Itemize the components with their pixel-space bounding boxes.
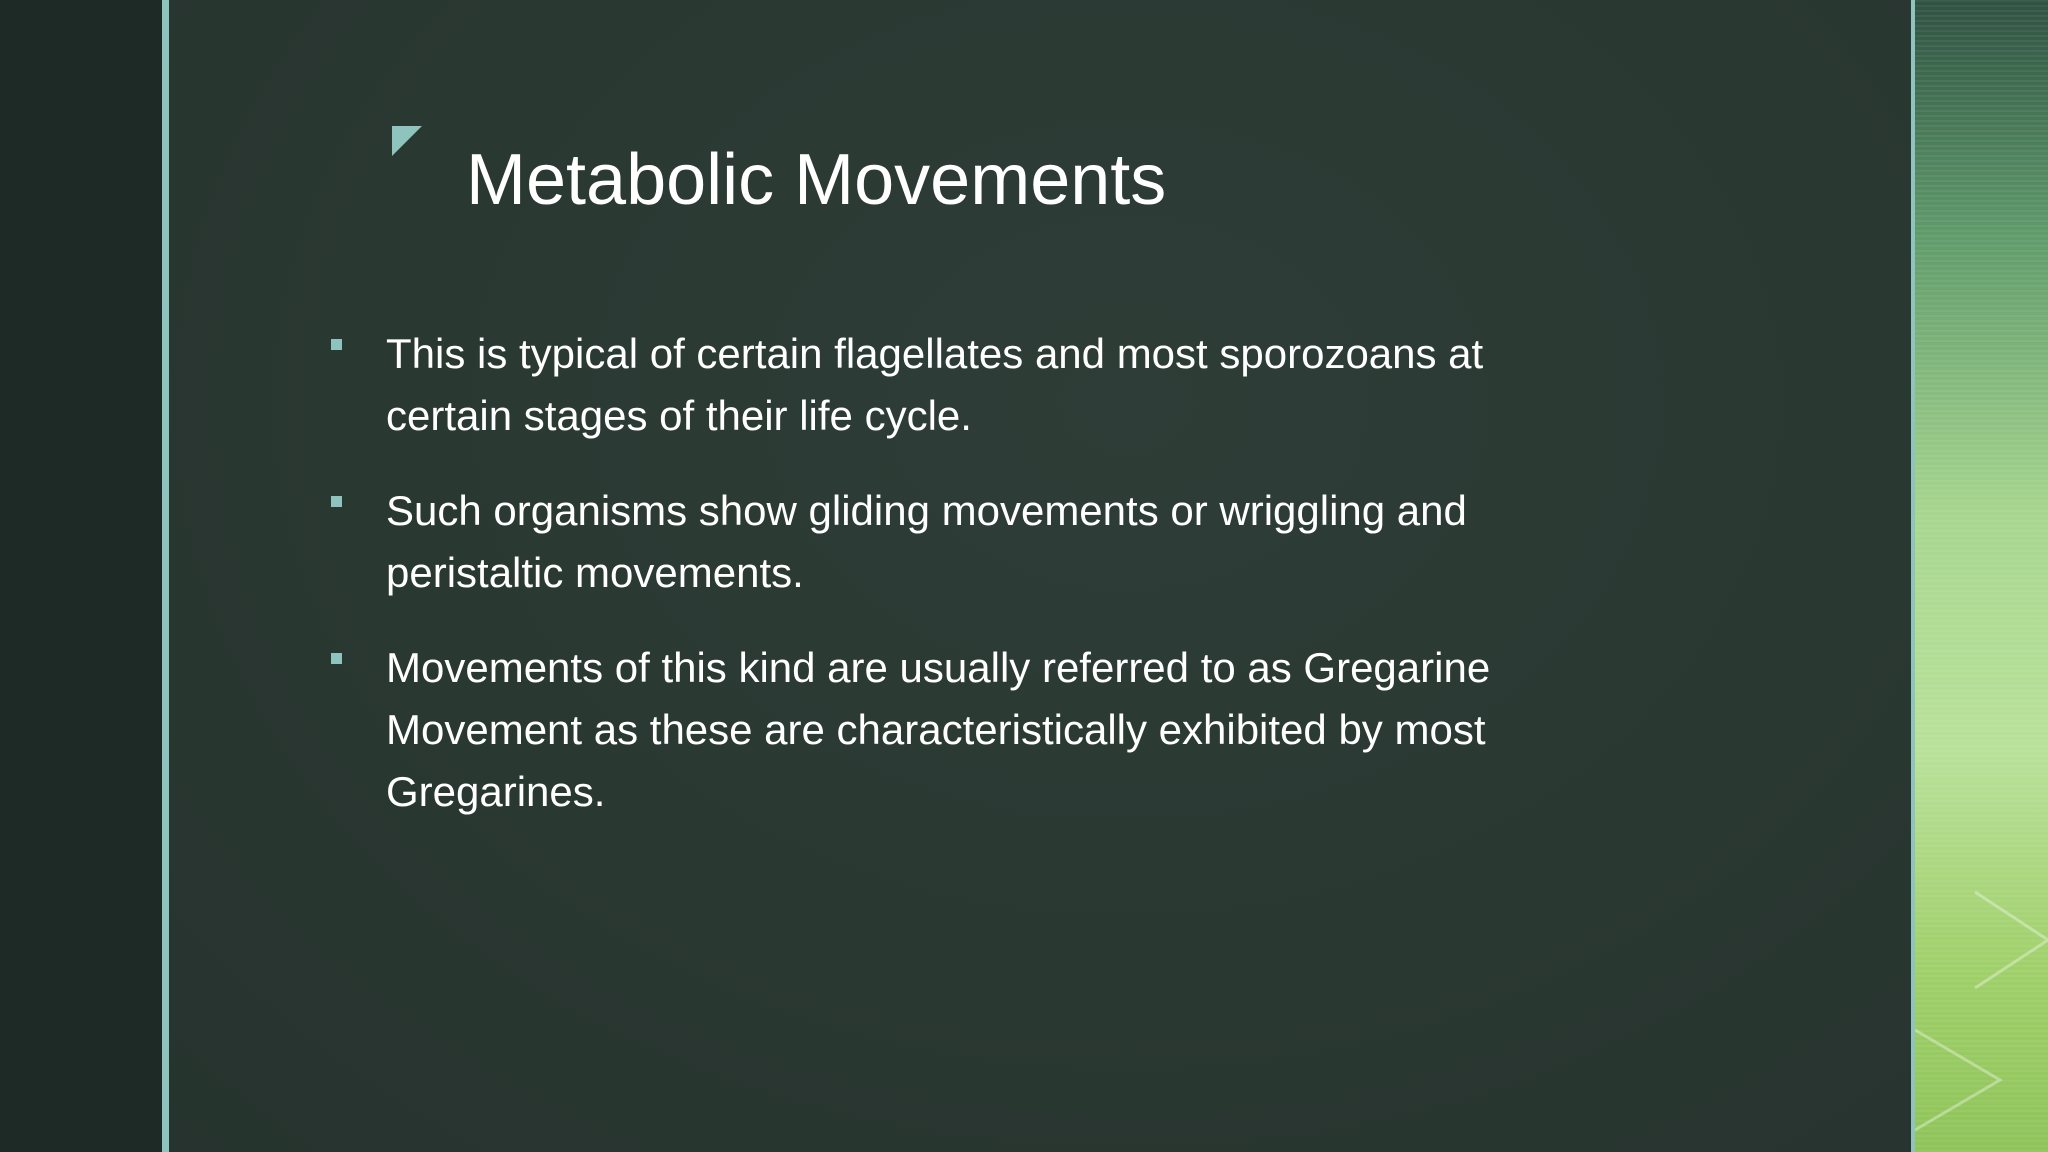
slide-title: Metabolic Movements	[466, 140, 1167, 220]
list-item	[324, 323, 1554, 447]
square-bullet-icon	[331, 339, 342, 350]
bullet-text: Movements of this kind are usually referred to as Gregarine Movement as these are characteristically exhibited by most Gregarines.	[386, 644, 1491, 815]
list-item	[324, 637, 1554, 823]
left-dark-band	[0, 0, 162, 1152]
bullet-text: This is typical of certain flagellates and most sporozoans at certain stages of their life cycle.	[386, 330, 1484, 439]
square-bullet-icon	[331, 653, 342, 664]
chevron-decoration-icon	[1915, 880, 2048, 1152]
left-accent-rule	[162, 0, 169, 1152]
list-item	[324, 480, 1554, 604]
corner-triangle-icon	[392, 126, 422, 156]
bullet-list	[324, 323, 1554, 856]
bullet-text: Such organisms show gliding movements or wriggling and peristaltic movements.	[386, 487, 1467, 596]
square-bullet-icon	[331, 496, 342, 507]
